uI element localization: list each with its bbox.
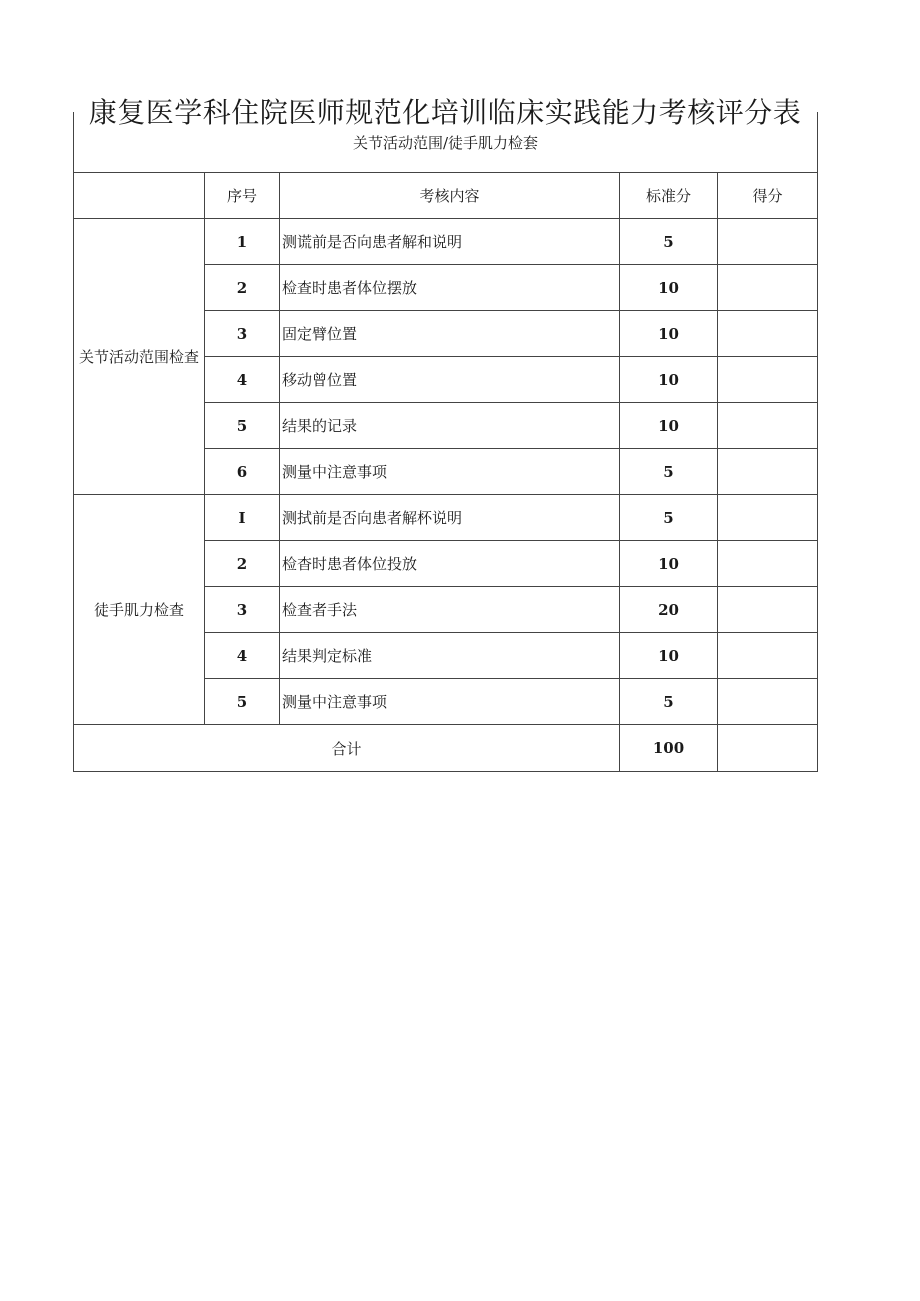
row-standard: 10 [620,541,718,587]
total-score-cell[interactable] [718,725,818,772]
row-no: I [205,495,280,541]
row-content: 固定臂位置 [280,311,620,357]
column-header-content: 考核内容 [280,173,620,219]
row-content: 测量中注意事项 [280,679,620,725]
row-standard: 20 [620,587,718,633]
row-standard: 5 [620,679,718,725]
row-content: 测量中注意事项 [280,449,620,495]
row-content: 测拭前是否向患者解杯说明 [280,495,620,541]
total-row [74,725,818,772]
row-content: 检查时患者体位摆放 [280,265,620,311]
row-content: 检杳时患者体位投放 [280,541,620,587]
row-standard: 10 [620,311,718,357]
column-header-row [74,173,818,219]
row-score-cell[interactable] [718,541,818,587]
row-no: 1 [205,219,280,265]
row-score-cell[interactable] [718,679,818,725]
row-score-cell[interactable] [718,449,818,495]
row-content: 结果的记录 [280,403,620,449]
row-score-cell[interactable] [718,219,818,265]
row-no: 2 [205,541,280,587]
row-score-cell[interactable] [718,587,818,633]
row-no: 5 [205,679,280,725]
table-row [74,495,818,541]
group-label-mmt: 徒手肌力检查 [74,495,205,725]
row-no: 3 [205,311,280,357]
row-no: 4 [205,357,280,403]
row-no: 3 [205,587,280,633]
row-standard: 10 [620,633,718,679]
row-score-cell[interactable] [718,633,818,679]
row-standard: 10 [620,357,718,403]
row-no: 4 [205,633,280,679]
group-label-rom: 关节活动范围检查 [74,219,205,495]
table-row [74,219,818,265]
row-score-cell[interactable] [718,403,818,449]
column-header-blank [74,173,205,219]
row-standard: 5 [620,219,718,265]
row-standard: 10 [620,403,718,449]
row-score-cell[interactable] [718,311,818,357]
row-no: 6 [205,449,280,495]
row-content: 测谎前是否向患者解和说明 [280,219,620,265]
column-header-standard: 标准分 [620,173,718,219]
row-standard: 10 [620,265,718,311]
row-score-cell[interactable] [718,265,818,311]
row-no: 2 [205,265,280,311]
row-content: 结果判定标准 [280,633,620,679]
total-label: 合计 [74,725,620,772]
column-header-no: 序号 [205,173,280,219]
row-no: 5 [205,403,280,449]
row-standard: 5 [620,449,718,495]
column-header-score: 得分 [718,173,818,219]
score-table [73,112,818,772]
row-standard: 5 [620,495,718,541]
row-content: 移动曾位置 [280,357,620,403]
document-title: 康复医学科住院医师规范化培训临床实践能力考核评分表 [88,95,802,129]
total-standard: 100 [620,725,718,772]
row-score-cell[interactable] [718,357,818,403]
table-header-row [74,112,818,173]
row-content: 检查者手法 [280,587,620,633]
row-score-cell[interactable] [718,495,818,541]
table-header: 关节活动范围/徒手肌力检套 [74,112,818,173]
